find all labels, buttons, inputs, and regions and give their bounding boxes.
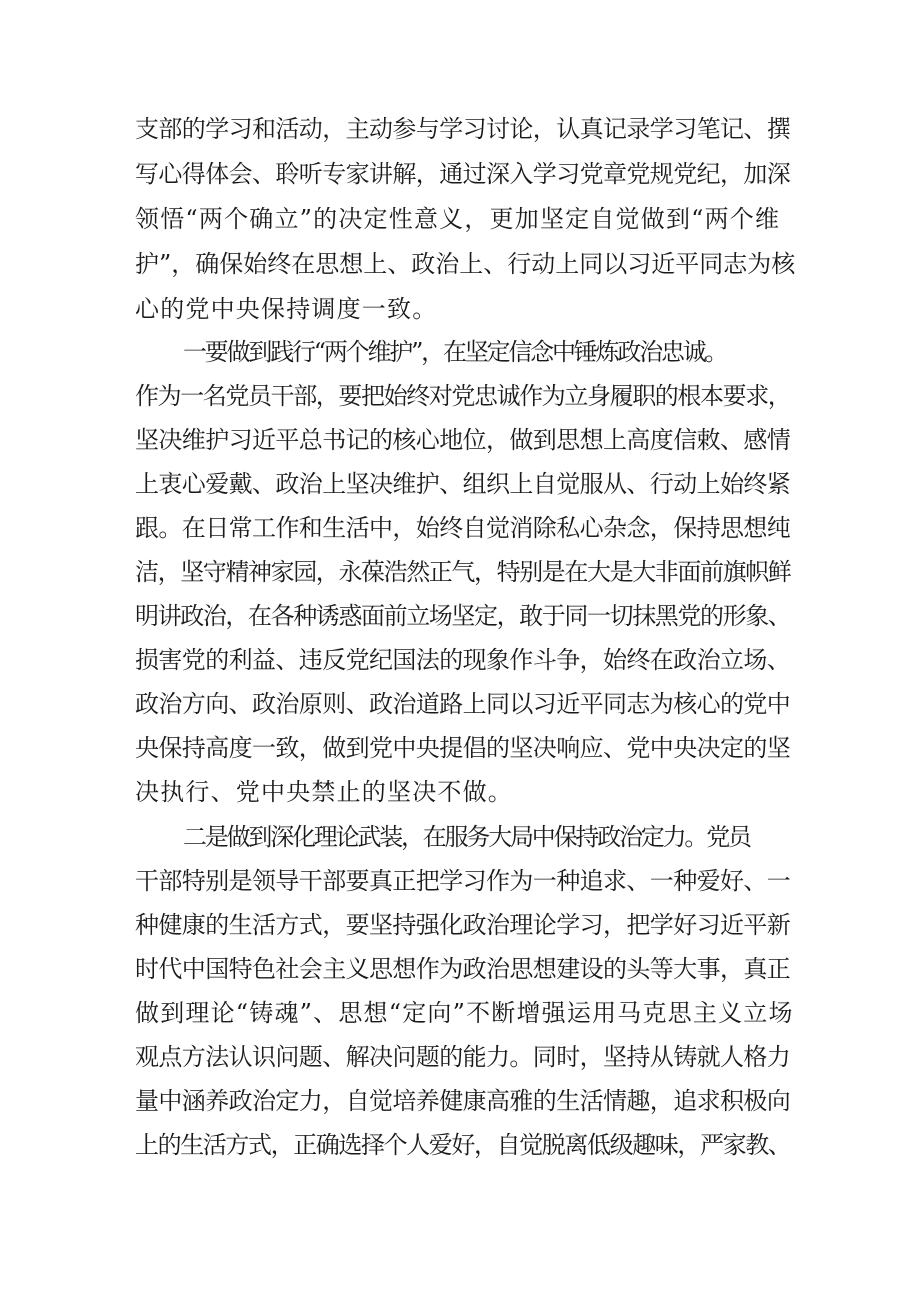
- text-line: 护”，确保始终在思想上、政治上、行动上同以习近平同志为核: [135, 250, 796, 278]
- text-line: 坚决维护习近平总书记的核心地位，做到思想上高度信敕、感情: [135, 426, 791, 454]
- text-line: 上的生活方式，正确选择个人爱好，自觉脱离低级趣味，严家教、: [135, 1131, 791, 1159]
- text-line: 量中涵养政治定力，自觉培养健康高雅的生活情趣，追求积极向: [135, 1087, 791, 1115]
- text-line: 损害党的利益、违反党纪国法的现象作斗争，始终在政治立场、: [135, 646, 791, 674]
- text-line: 领悟“两个确立”的决定性意义，更加坚定自觉做到“两个维: [135, 205, 781, 233]
- text-line: 央保持高度一致，做到党中央提倡的坚决响应、党中央决定的坚: [135, 734, 791, 762]
- text-line: 干部特别是领导干部要真正把学习作为一种追求、一种爱好、一: [135, 867, 791, 895]
- text-line: 跟。在日常工作和生活中，始终自觉消除私心杂念，保持思想纯: [135, 514, 791, 542]
- text-line: 心的党中央保持调度一致。: [135, 295, 438, 323]
- text-line: 种健康的生活方式，要坚持强化政治理论学习，把学好习近平新: [135, 911, 791, 939]
- text-line: 明讲政治，在各种诱惑面前立场坚定，敢于同一切抹黑党的形象、: [135, 602, 791, 630]
- text-line: 上衷心爱戴、政治上坚决维护、组织上自觉服从、行动上始终紧: [135, 470, 791, 498]
- paragraph-heading-1: 一要做到践行“两个维护”，在坚定信念中锤炼政治忠诚。: [183, 338, 727, 366]
- text-line: 作为一名党员干部，要把始终对党忠诚作为立身履职的根本要求，: [135, 382, 791, 410]
- text-line: 决执行、党中央禁止的坚决不做。: [135, 778, 513, 806]
- text-line: 时代中国特色社会主义思想作为政治思想建设的头等大事，真正: [135, 955, 791, 983]
- text-line: 做到理论“铸魂”、思想“定向”不断增强运用马克思主义立场: [135, 999, 794, 1027]
- text-line: 洁，坚守精神家园，永葆浩然正气，特别是在大是大非面前旗帜鲜: [135, 558, 791, 586]
- text-line: 政治方向、政治原则、政治道路上同以习近平同志为核心的党中: [135, 690, 791, 718]
- paragraph-heading-2: 二是做到深化理论武装，在服务大局中保持政治定力。党员: [183, 823, 750, 851]
- text-line: 写心得体会、聆听专家讲解，通过深入学习党章党规党纪，加深: [135, 160, 791, 188]
- text-line: 支部的学习和活动，主动参与学习讨论，认真记录学习笔记、撰: [135, 115, 791, 143]
- text-line: 观点方法认识问题、解决问题的能力。同时，坚持从铸就人格力: [135, 1043, 791, 1071]
